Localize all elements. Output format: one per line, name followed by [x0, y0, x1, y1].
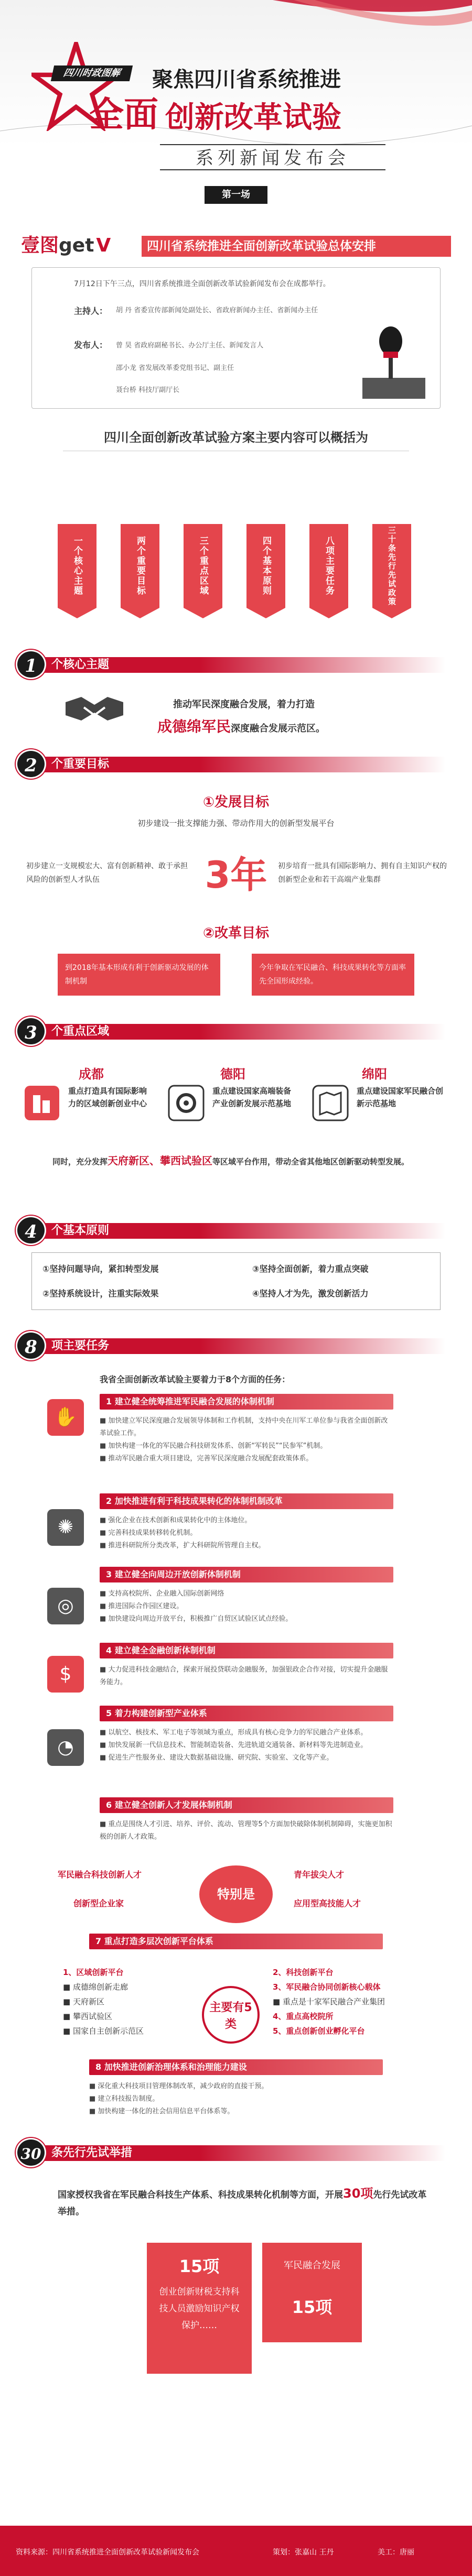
- section-30-header: [16, 2138, 456, 2167]
- intro-title: 四川省系统推进全面创新改革试验总体安排: [142, 236, 451, 257]
- pie-chart-icon: ◔: [47, 1729, 84, 1766]
- header-badge: 四川时政图解: [51, 66, 133, 81]
- platform-r-4: 5、重点创新创业孵化平台: [273, 2026, 365, 2036]
- section-title: 条先行先试举措: [51, 2146, 133, 2159]
- note-part-1: 同时，充分发挥: [52, 1157, 108, 1166]
- sec30-left-text: 创业创新财税支持科技人员激励知识产权保护……: [159, 2287, 240, 2331]
- task-6-head: 6 建立健全创新人才发展体制机制: [100, 1797, 393, 1813]
- section-title: 个重要目标: [51, 758, 110, 771]
- sec8-lead: 我省全面创新改革试验主要着力于8个方面的任务：: [100, 1374, 291, 1384]
- card-4: 四个基本原则: [246, 524, 285, 608]
- city-chengdu-text: 重点打造具有国际影响力的区域创新创业中心: [68, 1086, 147, 1108]
- sec30-lead-hl: 30项: [343, 2186, 373, 2201]
- sec1-text-1: 推动军民深度融合发展，着力打造: [173, 699, 315, 710]
- talent-right-2: 应用型高技能人才: [294, 1898, 361, 1908]
- speaker-label: 发布人：: [74, 340, 108, 350]
- platforms-center: 主要有5类: [202, 1986, 260, 2044]
- note-highlight: 天府新区、攀西试验区: [108, 1154, 213, 1167]
- section-title: 项主要任务: [51, 1339, 110, 1352]
- section-number: 3: [16, 1017, 46, 1046]
- principle-1: ①坚持问题导向，紧扣转型发展: [42, 1264, 159, 1274]
- logo-part-a: 壹图: [21, 235, 59, 256]
- principle-4: ④坚持人才为先，激发创新活力: [252, 1289, 369, 1298]
- sec30-lead: [58, 2185, 435, 2220]
- section-title: 个基本原则: [51, 1224, 110, 1237]
- sec1-city: 成德绵军民: [157, 718, 231, 735]
- sec30-right-title: 军民融合发展: [284, 2260, 340, 2271]
- footer: [0, 2526, 472, 2576]
- section-number: 2: [16, 749, 46, 779]
- platform-l-4: ■ 国家自主创新示范区: [63, 2026, 144, 2036]
- header-title-top: 聚焦四川省系统推进: [152, 67, 341, 92]
- task-7-head: 7 重点打造多层次创新平台体系: [89, 1934, 383, 1949]
- section-title: 个重点区域: [51, 1025, 110, 1038]
- section-number: 4: [16, 1216, 46, 1245]
- sec30-lead-1: 国家授权我省在军民融合科技生产体系、科技成果转化机制等方面，开展: [58, 2190, 343, 2200]
- task-4-head: 4 建立健全金融创新体制机制: [100, 1643, 393, 1658]
- task-8-head: 8 加快推进创新治理体系和治理能力建设: [89, 2059, 383, 2075]
- footer-plan: 策划：张嘉山 王丹: [273, 2548, 334, 2557]
- card-6: 三十条先行先试政策: [372, 524, 411, 608]
- section-1-header: [16, 650, 456, 679]
- section-number: 8: [16, 1331, 46, 1360]
- sec3-note: [52, 1153, 430, 1170]
- task-4-body: ■ 大力促进科技金融结合，探索开展投贷联动金融服务，加强银政企合作对接，切实提升金融服务能力。: [100, 1666, 388, 1686]
- task-6-body: ■ 重点是围绕人才引进、培养、评价、流动、管理等5个方面加快破除体制机制障碍，实施更加积极的创新人才政策。: [100, 1820, 392, 1841]
- goal1-left: 初步建立一支规模宏大、富有创新精神、敢于承担风险的创新型人才队伍: [26, 862, 188, 884]
- footer-design: 美工：唐丽: [378, 2548, 414, 2557]
- platform-r-2: ■ 重点是十家军民融合产业集团: [273, 1997, 385, 2006]
- sec30-right-box: [262, 2243, 362, 2342]
- sec30-left-box: [147, 2243, 252, 2374]
- talent-left-1: 军民融合科技创新人才: [58, 1870, 142, 1880]
- dollar-icon: $: [47, 1656, 84, 1693]
- header-title-left: 全面: [89, 94, 158, 135]
- section-title: 个核心主题: [51, 658, 110, 671]
- task-1-head: 1 建立健全统筹推进军民融合发展的体制机制: [100, 1394, 393, 1410]
- section-8-header: [16, 1331, 456, 1360]
- handshake-icon: [63, 686, 126, 728]
- note-part-2: 等区域平台作用，带动全省其他地区创新驱动转型发展。: [212, 1157, 410, 1166]
- card-1: 一个核心主题: [58, 524, 96, 608]
- goal1-lead: 初步建设一批支撑能力强、带动作用大的创新型发展平台: [137, 818, 335, 828]
- principle-3: ③坚持全面创新，着力重点突破: [252, 1264, 369, 1274]
- platform-l-1: ■ 成德绵创新走廊: [63, 1982, 128, 1992]
- sec30-lead-2: 先行先试改革举措。: [58, 2190, 427, 2217]
- platforms-right: [273, 1965, 441, 2038]
- session-badge: 第一场: [205, 186, 267, 204]
- section-2-header: [16, 749, 456, 779]
- intro-logo: [21, 231, 111, 257]
- header-subtitle: 系列新闻发布会: [160, 144, 385, 170]
- sec30-right-count: 15项: [292, 2297, 332, 2317]
- task-5-body: ■ 以航空、核技术、军工电子等领域为重点，形成具有核心竞争力的军民融合产业体系。 ■ 加快发展新一代信息技术、智能制造装备、先进轨道交通装备、新材料等先进制造业。 ■ 促进生产性服务业、建设大数据基础设施、研究院、实验室、文化等产业。: [100, 1729, 368, 1762]
- globe-icon: ◎: [47, 1588, 84, 1624]
- platforms-left: [63, 1965, 194, 2038]
- goal2-right: 今年争取在军民融合、科技成果转化等方面率先全国形成经验。: [252, 954, 414, 996]
- summary-title: 四川全面创新改革试验方案主要内容可以概括为: [104, 430, 368, 445]
- header: [0, 0, 472, 210]
- map-icon: [312, 1085, 349, 1121]
- goal2-title: ②改革目标: [202, 925, 269, 941]
- section-number: 30: [16, 2138, 46, 2167]
- city-chengdu-name: 成都: [79, 1067, 104, 1082]
- city-deyang-text: 重点建设国家高端装备产业创新发展示范基地: [212, 1086, 292, 1108]
- card-3: 三个重点区域: [184, 524, 222, 608]
- sec1-line-2: [157, 715, 325, 736]
- goal2-left: 到2018年基本形成有利于创新驱动发展的体制机制: [58, 954, 220, 996]
- intro-box: [31, 267, 441, 409]
- talent-right-1: 青年拔尖人才: [294, 1870, 345, 1880]
- task-5-head: 5 着力构建创新型产业体系: [100, 1706, 393, 1721]
- city-mianyang-name: 绵阳: [362, 1067, 387, 1082]
- card-5: 八项主要任务: [309, 524, 348, 608]
- microphone-icon: [357, 315, 431, 404]
- task-3-body: ■ 支持高校院所、企业融入国际创新网络 ■ 推进国际合作园区建设。 ■ 加快建设向周边开放平台，积极推广自贸区试验区试点经验。: [100, 1590, 293, 1623]
- speaker-2: 邵小龙 省发展改革委党组书记、副主任: [116, 364, 234, 372]
- years-badge: 3年: [205, 854, 267, 897]
- handshake-icon: ✋: [47, 1399, 84, 1436]
- intro-lead: 7月12日下午三点，四川省系统推进全面创新改革试验新闻发布会在成都举行。: [74, 280, 330, 288]
- header-title-main: 创新改革试验: [165, 100, 341, 135]
- task-2-head: 2 加快推进有利于科技成果转化的体制机制改革: [100, 1493, 393, 1509]
- section-number: 1: [16, 650, 46, 679]
- sec1-text-2: 深度融合发展示范区。: [231, 723, 326, 734]
- city-deyang-name: 德阳: [220, 1067, 245, 1082]
- speaker-1: 曾 昊 省政府副秘书长、办公厅主任、新闻发言人: [116, 342, 264, 350]
- logo-part-b: get: [59, 235, 94, 256]
- platform-l-0: 1、区域创新平台: [63, 1968, 124, 1977]
- principles-box: [31, 1252, 441, 1310]
- building-icon: [24, 1085, 60, 1121]
- platform-l-3: ■ 攀西试验区: [63, 2012, 112, 2021]
- principle-2: ②坚持系统设计，注重实际效果: [42, 1289, 159, 1298]
- city-mianyang-text: 重点建设国家军民融合创新示范基地: [357, 1086, 444, 1108]
- card-2: 两个重要目标: [121, 524, 159, 608]
- speaker-3: 聂台桥 科技厅副厅长: [116, 386, 180, 394]
- network-icon: ✺: [47, 1509, 84, 1546]
- section-3-header: [16, 1017, 456, 1046]
- platform-r-0: 2、科技创新平台: [273, 1968, 334, 1977]
- task-1-body: ■ 加快建立军民深度融合发展领导体制和工作机制，支持中央在川军工单位参与我省全面创新改革试验工作。 ■ 加快构建一体化的军民融合科技研发体系、创新“军转民”“民参军”机制。 ■ 推动军民融合重大项目建设，完善军民深度融合发展配套政策体系。: [100, 1417, 388, 1462]
- section-4-header: [16, 1216, 456, 1245]
- talent-center: 特别是: [199, 1865, 273, 1923]
- talent-left-2: 创新型企业家: [73, 1898, 124, 1908]
- platform-l-2: ■ 天府新区: [63, 1997, 104, 2006]
- goal1-title: ①发展目标: [202, 794, 269, 810]
- sec30-left-count: 15项: [179, 2256, 220, 2276]
- host-text: 胡 丹 省委宣传部新闻处副处长、省政府新闻办主任、省新闻办主任: [116, 307, 318, 314]
- platform-r-1: 3、军民融合协同创新核心载体: [273, 1982, 381, 1992]
- logo-part-c: V: [96, 235, 111, 256]
- task-2-body: ■ 强化企业在技术创新和成果转化中的主体地位。 ■ 完善科技成果转移转化机制。 ■ 推进科研院所分类改革，扩大科研院所管理自主权。: [100, 1516, 265, 1549]
- goal1-right: 初步培育一批具有国际影响力、拥有自主知识产权的创新型企业和若干高端产业集群: [278, 862, 447, 884]
- gear-icon: [168, 1085, 205, 1121]
- platform-r-3: 4、重点高校院所: [273, 2012, 334, 2021]
- task-8-body: ■ 深化重大科技项目管理体制改革，减少政府的直接干预。 ■ 建立科技报告制度。 ■ 加快构建一体化的社会信用信息平台体系等。: [89, 2082, 269, 2115]
- footer-source: 资料来源：四川省系统推进全面创新改革试验新闻发布会: [16, 2548, 199, 2557]
- host-label: 主持人：: [74, 306, 108, 316]
- task-3-head: 3 建立健全向周边开放创新体制机制: [100, 1567, 393, 1582]
